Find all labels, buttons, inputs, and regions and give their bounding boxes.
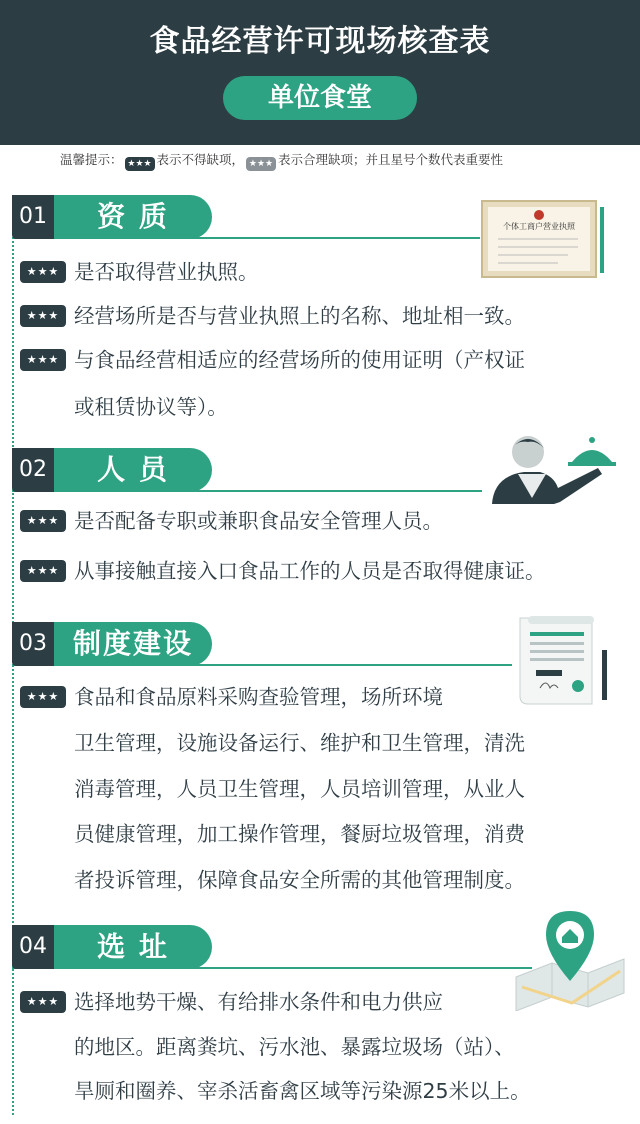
section-number: 01 <box>12 195 54 239</box>
item-text: 或租赁协议等）。 <box>74 395 228 419</box>
star-badge: ★★★ <box>20 305 66 327</box>
section-title: 人 员 <box>54 448 212 492</box>
item-text: 卫生管理，设施设备运行、维护和卫生管理，清洗 <box>74 731 525 755</box>
star-badge: ★★★ <box>20 991 66 1013</box>
item-text: 旱厕和圈养、宰杀活畜禽区域等污染源25米以上。 <box>74 1079 531 1103</box>
header <box>0 0 640 145</box>
section-number: 03 <box>12 622 54 666</box>
document-certificate-icon <box>514 614 618 710</box>
subtitle-pill: 单位食堂 <box>223 76 417 120</box>
tip-required-text: 表示不得缺项， <box>156 152 245 167</box>
star-badge: ★★★ <box>20 560 66 582</box>
license-title: 个体工商户营业执照 <box>503 222 575 231</box>
item-text: 食品和食品原料采购查验管理，场所环境 <box>74 685 443 709</box>
waiter-icon <box>488 432 628 512</box>
page-title: 食品经营许可现场核查表 <box>149 24 491 59</box>
item-text: 是否配备专职或兼职食品安全管理人员。 <box>74 509 443 533</box>
section-title: 资 质 <box>54 195 212 239</box>
business-license-icon <box>478 197 610 283</box>
star-badge: ★★★ <box>20 261 66 283</box>
tip-bar <box>60 150 630 171</box>
required-star-badge: ★★★ <box>125 157 155 171</box>
item-text: 从事接触直接入口食品工作的人员是否取得健康证。 <box>74 559 546 583</box>
star-badge: ★★★ <box>20 510 66 532</box>
item-text: 员健康管理，加工操作管理，餐厨垃圾管理，消费 <box>74 822 525 846</box>
star-badge: ★★★ <box>20 349 66 371</box>
item-text: 选择地势干燥、有给排水条件和电力供应 <box>74 990 443 1014</box>
tip-optional-text: 表示合理缺项；并且星号个数代表重要性 <box>278 152 504 167</box>
section-title: 选 址 <box>54 925 212 969</box>
optional-star-badge: ★★★ <box>246 157 276 171</box>
section-number: 04 <box>12 925 54 969</box>
star-badge: ★★★ <box>20 686 66 708</box>
map-location-icon <box>512 907 628 1011</box>
tip-prefix: 温馨提示： <box>60 152 123 167</box>
item-text: 者投诉管理，保障食品安全所需的其他管理制度。 <box>74 868 525 892</box>
item-text: 经营场所是否与营业执照上的名称、地址相一致。 <box>74 304 525 328</box>
item-text: 与食品经营相适应的经营场所的使用证明（产权证 <box>74 348 525 372</box>
section-title: 制度建设 <box>54 622 212 666</box>
item-text: 是否取得营业执照。 <box>74 260 259 284</box>
item-text: 消毒管理，人员卫生管理，人员培训管理，从业人 <box>74 777 525 801</box>
section-number: 02 <box>12 448 54 492</box>
item-text: 的地区。距离粪坑、污水池、暴露垃圾场（站）、 <box>74 1035 515 1059</box>
